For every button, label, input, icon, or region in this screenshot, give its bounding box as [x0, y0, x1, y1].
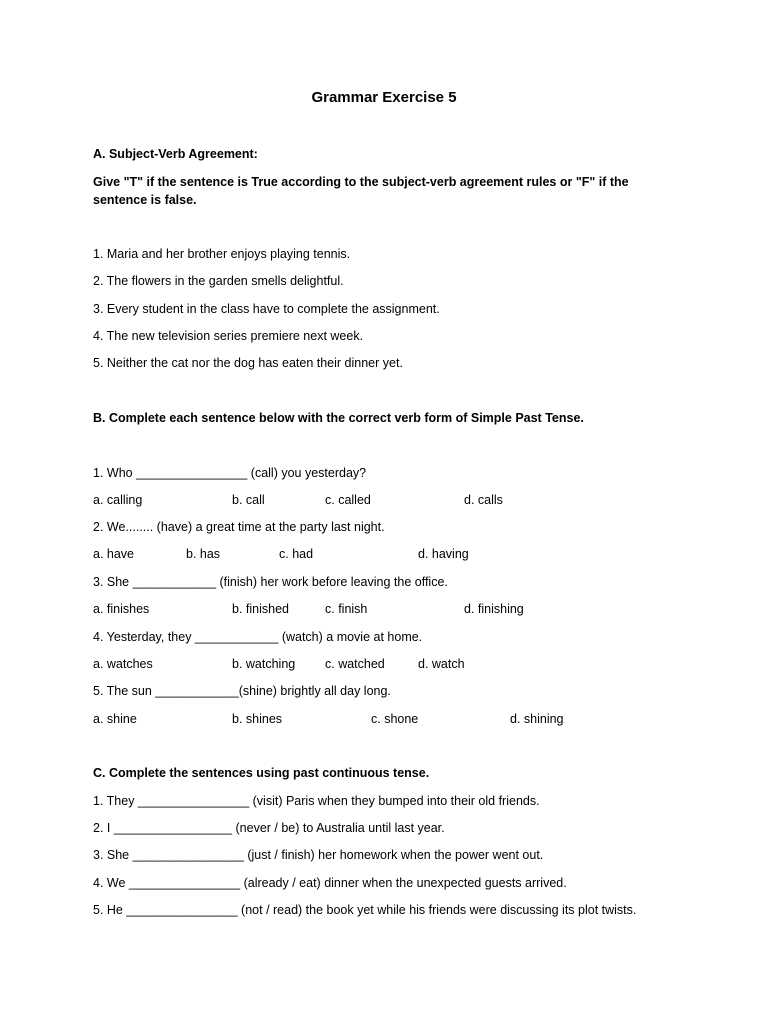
option-a: a. watches — [93, 657, 153, 671]
section-a-item: 4. The new television series premiere next week. — [93, 329, 364, 343]
section-a-item: 2. The flowers in the garden smells delightful. — [93, 274, 344, 288]
option-c: c. watched — [325, 657, 385, 671]
option-c: c. shone — [371, 712, 419, 726]
section-a-item: 3. Every student in the class have to complete the assignment. — [93, 302, 440, 316]
option-a: a. shine — [93, 712, 137, 726]
option-b: b. call — [232, 493, 265, 507]
option-a: a. have — [93, 547, 135, 561]
section-b-question: 3. She ____________ (finish) her work before leaving the office. — [93, 575, 448, 589]
section-c-item: 5. He ________________ (not / read) the book yet while his friends were discussing its plot twists. — [93, 903, 637, 917]
option-c: c. called — [325, 493, 371, 507]
option-b: b. finished — [232, 602, 289, 616]
option-b: b. has — [186, 547, 221, 561]
section-c-item: 2. I _________________ (never / be) to Australia until last year. — [93, 821, 445, 835]
option-d: d. calls — [464, 493, 503, 507]
section-b-question: 2. We........ (have) a great time at the party last night. — [93, 520, 385, 534]
option-b: b. shines — [232, 712, 283, 726]
option-d: d. having — [418, 547, 469, 561]
option-d: d. finishing — [464, 602, 524, 616]
section-c-item: 1. They ________________ (visit) Paris when they bumped into their old friends. — [93, 794, 540, 808]
option-c: c. finish — [325, 602, 368, 616]
section-a-item: 5. Neither the cat nor the dog has eaten their dinner yet. — [93, 356, 403, 370]
option-c: c. had — [279, 547, 314, 561]
option-d: d. shining — [510, 712, 564, 726]
option-d: d. watch — [418, 657, 465, 671]
section-b-question: 5. The sun ____________(shine) brightly all day long. — [93, 684, 391, 698]
section-a-heading: A. Subject-Verb Agreement: — [93, 147, 258, 161]
section-b-heading: B. Complete each sentence below with the correct verb form of Simple Past Tense. — [93, 411, 584, 425]
section-b-question: 4. Yesterday, they ____________ (watch) a movie at home. — [93, 630, 423, 644]
section-c-heading: C. Complete the sentences using past continuous tense. — [93, 766, 430, 780]
section-a-item: 1. Maria and her brother enjoys playing tennis. — [93, 247, 351, 261]
option-b: b. watching — [232, 657, 296, 671]
section-c-item: 3. She ________________ (just / finish) her homework when the power went out. — [93, 848, 544, 862]
section-a-instruction: Give "T" if the sentence is True according to the subject-verb agreement rules or "F" if the sentence is false. — [93, 175, 629, 207]
page-title: Grammar Exercise 5 — [311, 89, 457, 106]
section-c-item: 4. We ________________ (already / eat) dinner when the unexpected guests arrived. — [93, 876, 567, 890]
option-a: a. calling — [93, 493, 143, 507]
option-a: a. finishes — [93, 602, 150, 616]
section-b-question: 1. Who ________________ (call) you yesterday? — [93, 466, 367, 480]
